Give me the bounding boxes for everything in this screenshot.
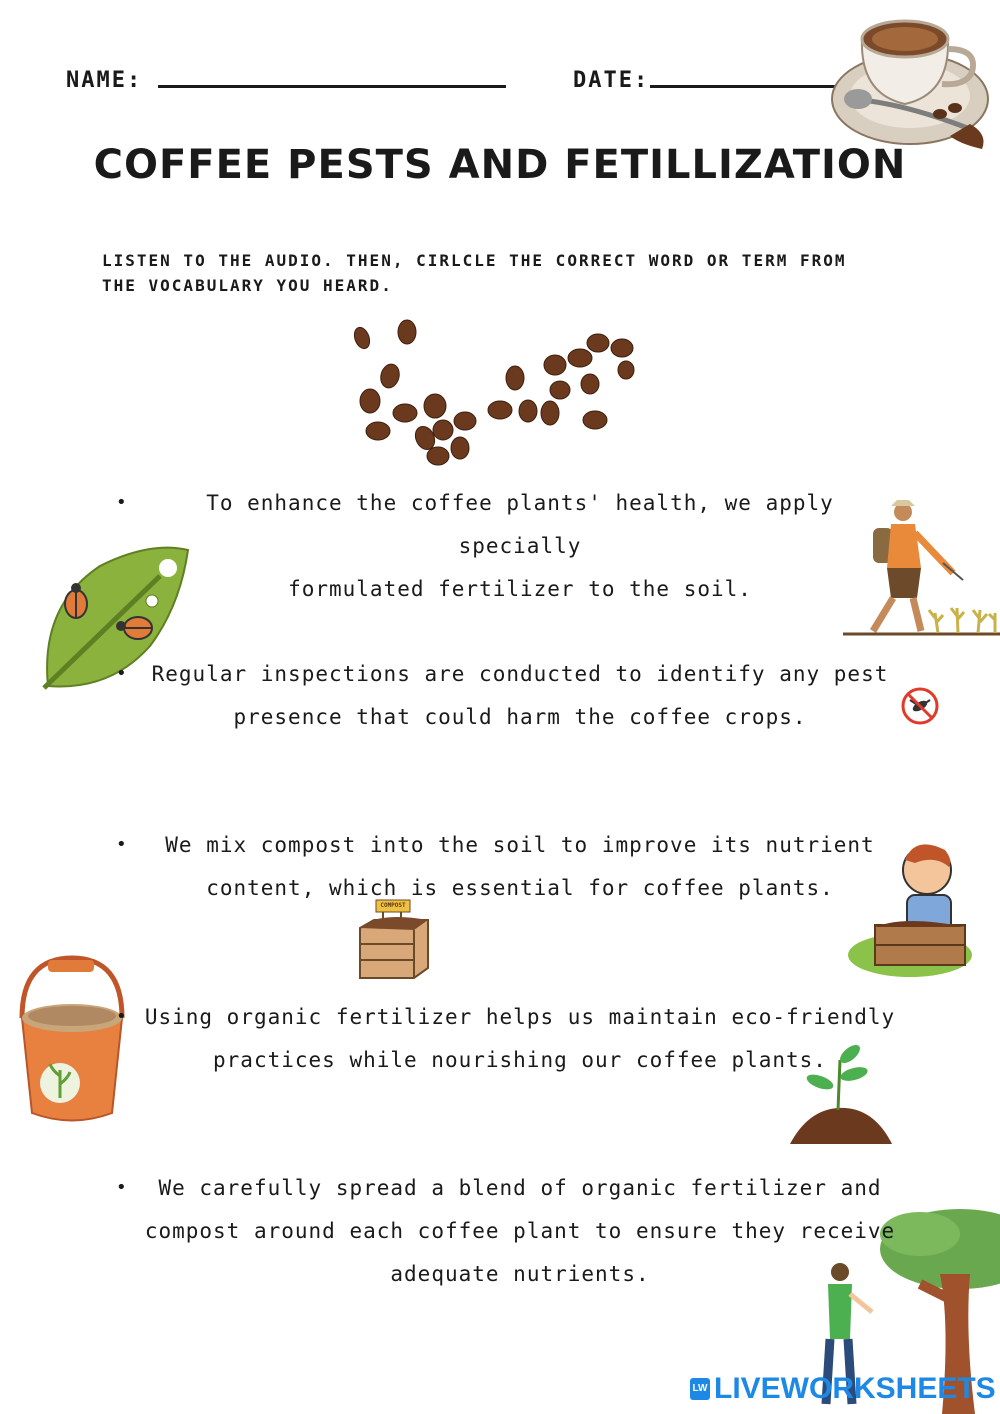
sentence-1-line-2: formulated fertilizer to the soil.: [288, 577, 752, 601]
sentence-5: [140, 1167, 900, 1296]
sentence-2: [140, 653, 900, 739]
compost-crate-icon: [354, 898, 434, 983]
bullet-5: •: [116, 1177, 127, 1198]
bullet-2: •: [116, 663, 127, 684]
watermark-text[interactable]: LIVEWORKSHEETS: [714, 1372, 996, 1405]
sentence-4-line-2: practices while nourishing our coffee plants.: [213, 1048, 827, 1072]
watermark-badge: LW: [690, 1378, 710, 1400]
sentence-5-line-2: compost around each coffee plant to ensure they receive: [144, 1219, 896, 1243]
name-line[interactable]: [158, 85, 506, 88]
sentence-5-line-3: adequate nutrients.: [390, 1262, 650, 1286]
sentence-4: [140, 996, 900, 1082]
compost-sign-label: COMPOST: [380, 902, 406, 909]
date-label: DATE:: [573, 68, 650, 93]
name-label: NAME:: [66, 68, 143, 93]
bullet-3: •: [116, 834, 127, 855]
no-mosquito-icon: [900, 686, 940, 726]
instructions-text: LISTEN TO THE AUDIO. THEN, CIRLCLE THE CORRECT WORD OR TERM FROM THE VOCABULARY YOU HEARD.: [102, 251, 847, 295]
sentence-3: [140, 824, 900, 910]
sentence-3-line-1: We mix compost into the soil to improve its nutrient: [165, 833, 875, 857]
sentence-1: [140, 482, 900, 611]
sentence-2-line-1: Regular inspections are conducted to identify any pest: [151, 662, 889, 686]
coffee-beans-icon: [350, 318, 640, 468]
fertilizer-bucket-icon: [12, 958, 132, 1128]
page-title: COFFEE PESTS AND FETILLIZATION: [93, 142, 907, 188]
sentence-5-line-1: We carefully spread a blend of organic fertilizer and: [158, 1176, 882, 1200]
bullet-4: •: [116, 1006, 127, 1027]
sentence-2-line-2: presence that could harm the coffee crops.: [233, 705, 807, 729]
sentence-4-line-1: Using organic fertilizer helps us maintain eco-friendly: [144, 1005, 896, 1029]
bullet-1: •: [116, 492, 127, 513]
coffee-cup-icon: [830, 4, 990, 154]
sentence-3-line-2: content, which is essential for coffee plants.: [206, 876, 834, 900]
sentence-1-line-1: To enhance the coffee plants' health, we apply specially: [206, 491, 834, 558]
date-line[interactable]: [650, 85, 840, 88]
